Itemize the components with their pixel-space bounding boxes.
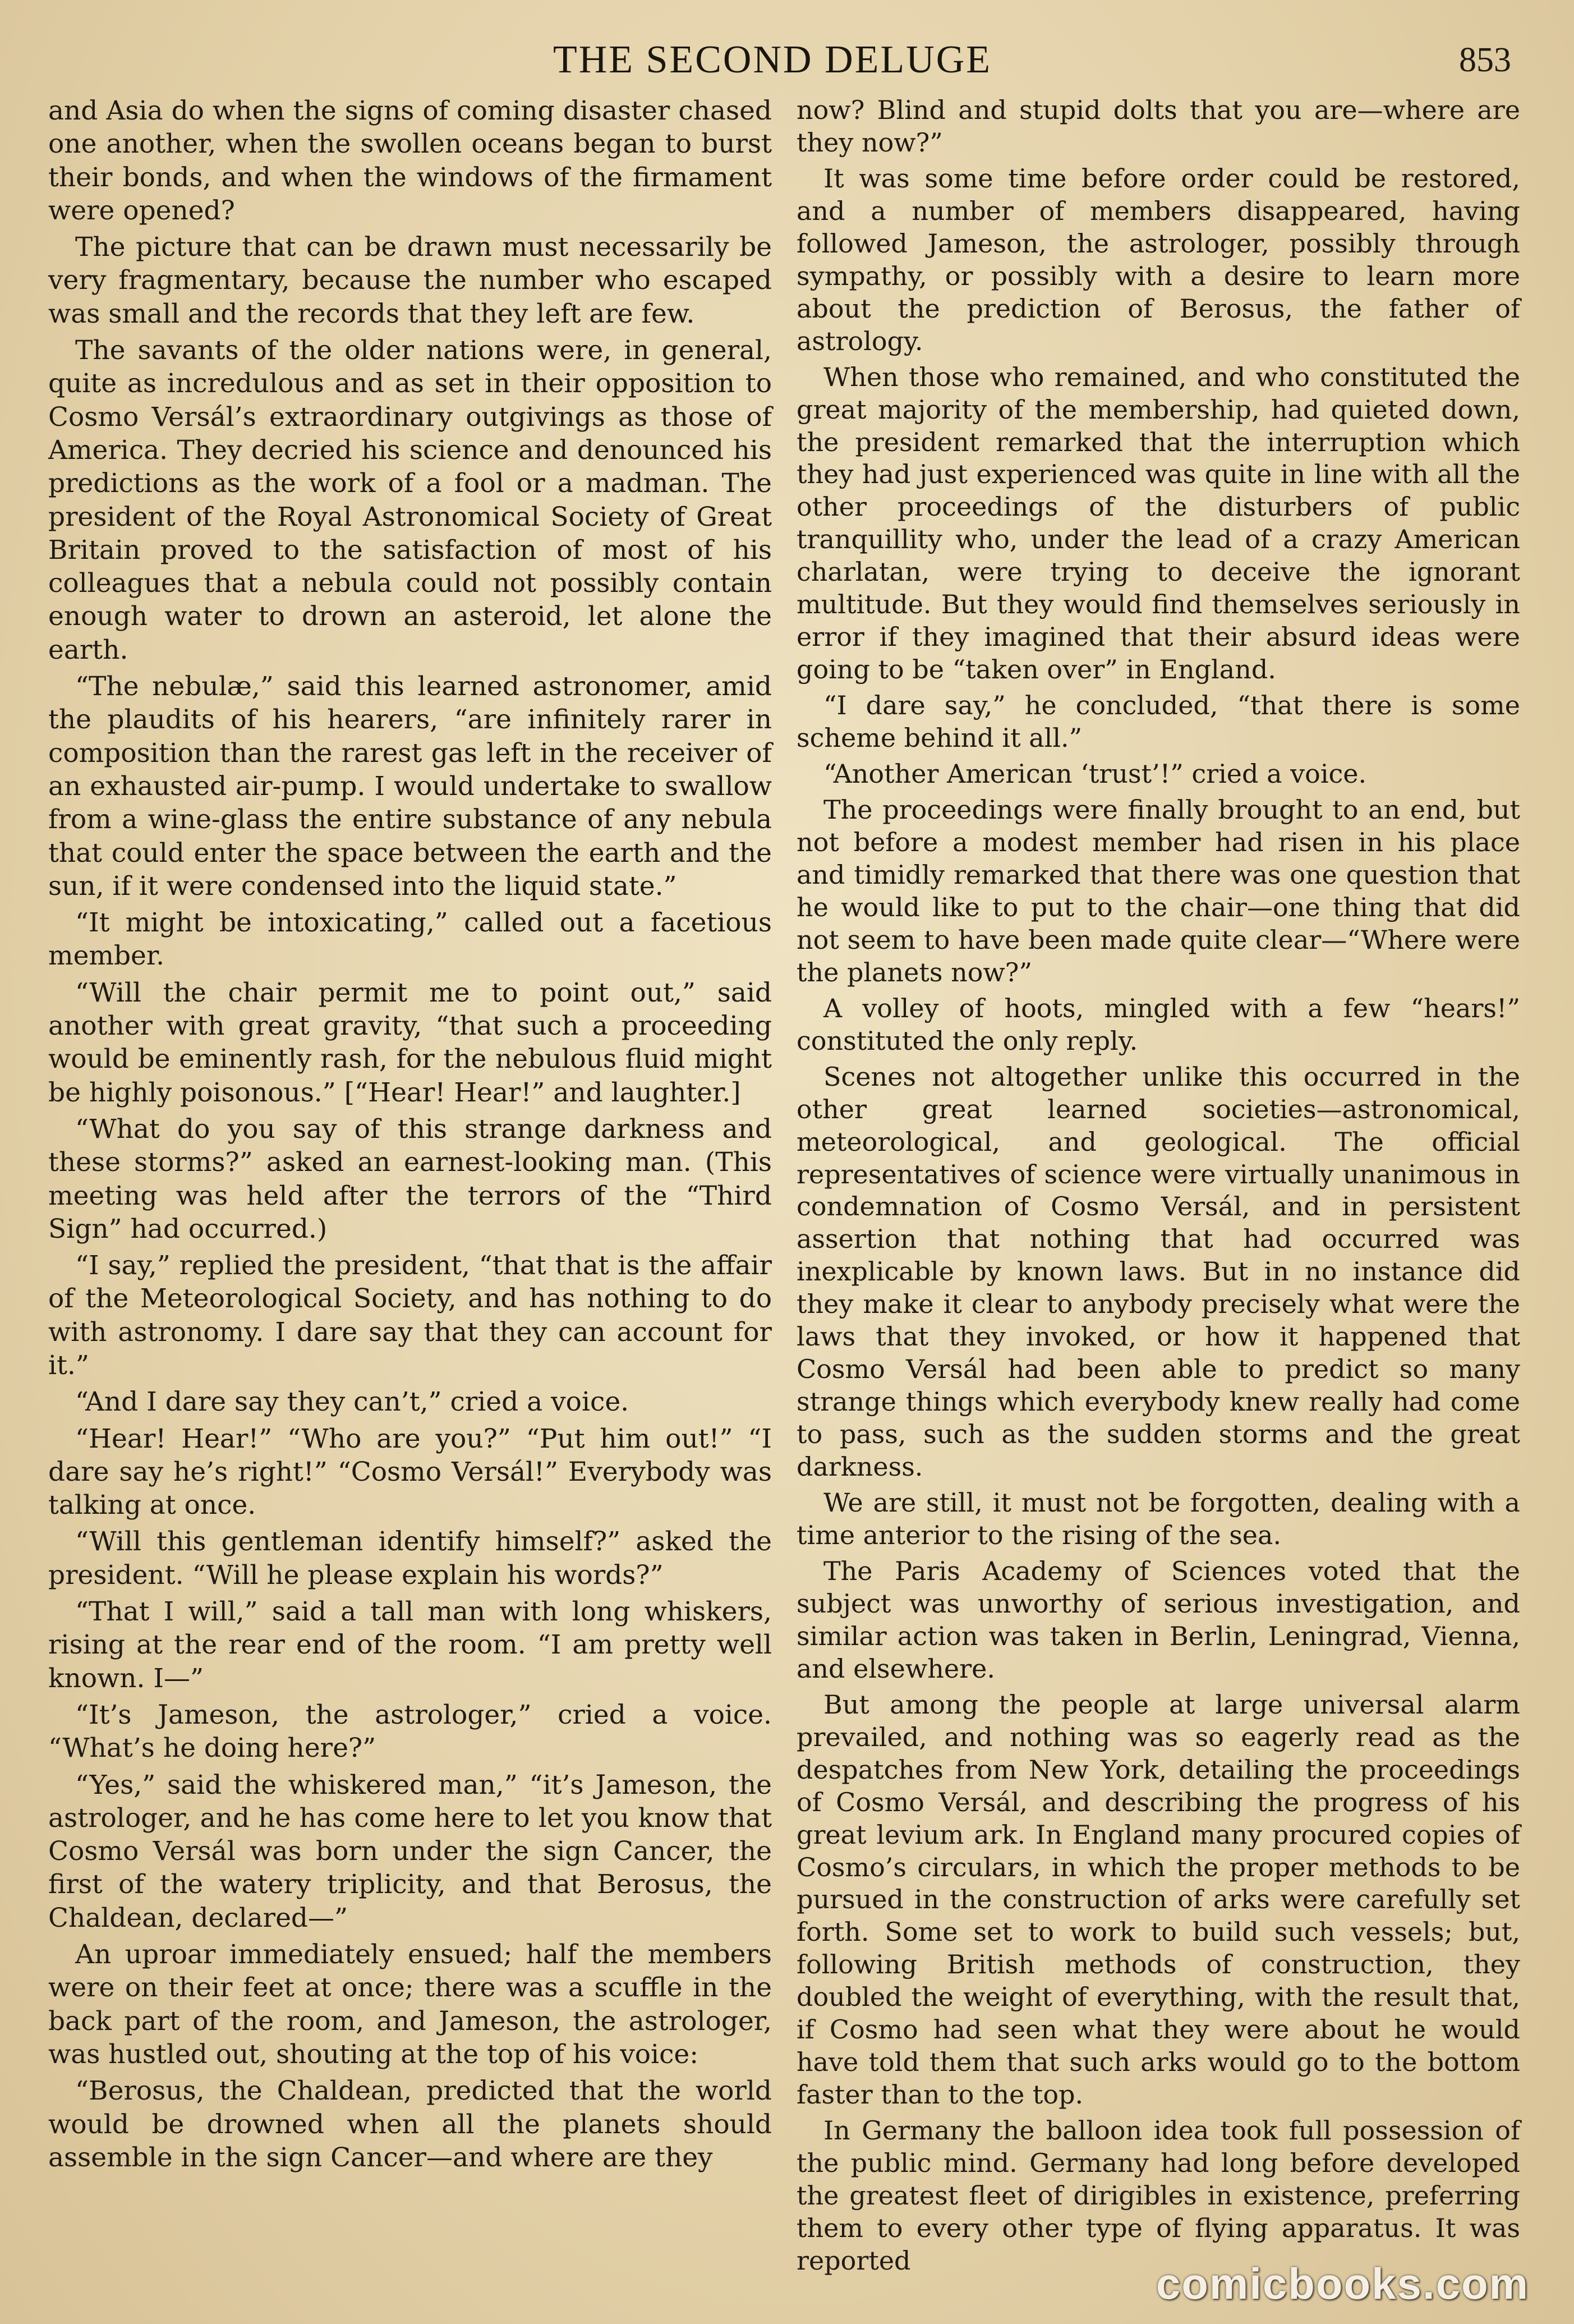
paragraph: The Paris Academy of Sciences voted that the subject was unworthy of serious investigation, and similar action was taken in Berlin, Leningrad, Vienna, and elsewhere. — [797, 1555, 1520, 1684]
paragraph: “What do you say of this strange darkness and these storms?” asked an earnest-looking man. (This meeting was held after the terrors of the “Third Sign” had occurred.) — [48, 1113, 772, 1244]
paragraph: We are still, it must not be forgotten, dealing with a time anterior to the rising of the sea. — [797, 1487, 1520, 1550]
paragraph: But among the people at large universal alarm prevailed, and nothing was so eagerly read as the despatches from New York, detailing the proceedings of Cosmo Versál, and describing the progress of his great levium ark. In England many procured copies of Cosmo’s circulars, in which the proper methods to be pursued in the construction of arks were carefully set forth. Some set to work to build such vessels; but, following British methods of construction, they doubled the weight of everything, with the result that, if Cosmo had seen what they were about he would have told them that such arks would go to the bottom faster than to the top. — [797, 1689, 1520, 2110]
paragraph: “I say,” replied the president, “that that is the affair of the Meteorological Society, and has nothing to do with astronomy. I dare say that they can account for it.” — [48, 1250, 772, 1381]
paragraph: An uproar immediately ensued; half the members were on their feet at once; there was a scuffle in the back part of the room, and Jameson, the astrologer, was hustled out, shouting at the top of his voice: — [48, 1939, 772, 2070]
paragraph: “It’s Jameson, the astrologer,” cried a voice. “What’s he doing here?” — [48, 1699, 772, 1764]
paragraph: Scenes not altogether unlike this occurred in the other great learned societies—astronomical, meteorological, and geological. The official representatives of science were virtually unanimous in condemnation of Cosmo Versál, and in persistent assertion that nothing that had occurred was inexplicable by known laws. But in no instance did they make it clear to anybody precisely what were the laws that they invoked, or how it happened that Cosmo Versál had been able to predict so many strange things which everybody knew really had come to pass, such as the sudden storms and the great darkness. — [797, 1061, 1520, 1482]
paragraph: “And I dare say they can’t,” cried a voice. — [75, 1386, 629, 1418]
paragraph: and Asia do when the signs of coming disaster chased one another, when the swollen oceans began to burst their bonds, and when the windows of the firmament were opened? — [48, 95, 772, 226]
paragraph: A volley of hoots, mingled with a few “hears!” constituted the only reply. — [797, 993, 1520, 1056]
page-number: 853 — [1459, 41, 1511, 79]
paragraph: In Germany the balloon idea took full possession of the public mind. Germany had long before developed the greatest fleet of dirigibles in existence, preferring them to every other type of flying apparatus. It was reported — [797, 2115, 1520, 2276]
paragraph: “Berosus, the Chaldean, predicted that the world would be drowned when all the planets should assemble in the sign Cancer—and where are they — [48, 2075, 772, 2173]
right-column — [797, 94, 1520, 2281]
paragraph: It was some time before order could be restored, and a number of members disappeared, having followed Jameson, the astrologer, possibly through sympathy, or possibly with a desire to learn more about the prediction of Berosus, the father of astrology. — [797, 163, 1520, 356]
page-title: THE SECOND DELUGE — [553, 38, 992, 81]
paragraph: The proceedings were finally brought to an end, but not before a modest member had risen in his place and timidly remarked that there was one question that he would like to put to the chair—one thing that did not seem to have been made quite clear—“Where were the planets now?” — [797, 794, 1520, 988]
paragraph: now? Blind and stupid dolts that you are—where are they now?” — [797, 95, 1520, 158]
left-column — [48, 94, 772, 2178]
paragraph: “Hear! Hear!” “Who are you?” “Put him out!” “I dare say he’s right!” “Cosmo Versál!” Everybody was talking at once. — [48, 1423, 772, 1521]
paragraph: “The nebulæ,” said this learned astronomer, amid the plaudits of his hearers, “are infinitely rarer in composition than the rarest gas left in the receiver of an exhausted air-pump. I would undertake to swallow from a wine-glass the entire substance of any nebula that could enter the space between the earth and the sun, if it were condensed into the liquid state.” — [48, 671, 772, 902]
site-watermark: comicbooks.com — [1156, 2259, 1529, 2308]
paragraph: “It might be intoxicating,” called out a facetious member. — [48, 907, 772, 972]
paragraph: “Another American ‘trust’!” cried a voice. — [823, 759, 1367, 789]
paragraph: “Will this gentleman identify himself?” asked the president. “Will he please explain his words?” — [48, 1526, 772, 1591]
paragraph: “I dare say,” he concluded, “that there is some scheme behind it all.” — [797, 690, 1520, 754]
paragraph: The picture that can be drawn must necessarily be very fragmentary, because the number who escaped was small and the records that they left are few. — [48, 232, 772, 329]
running-header — [34, 35, 1511, 85]
paragraph: The savants of the older nations were, in general, quite as incredulous and as set in their opposition to Cosmo Versál’s extraordinary outgivings as those of America. They decried his science and denounced his predictions as the work of a fool or a madman. The president of the Royal Astronomical Society of Great Britain proved to the satisfaction of most of his colleagues that a nebula could not possibly contain enough water to drown an asteroid, let alone the earth. — [48, 335, 772, 665]
paragraph: When those who remained, and who constituted the great majority of the membership, had quieted down, the president remarked that the interruption which they had just experienced was quite in line with all the other proceedings of the disturbers of public tranquillity who, under the lead of a crazy American charlatan, were trying to deceive the ignorant multitude. But they would find themselves seriously in error if they imagined that their absurd ideas were going to be “taken over” in England. — [797, 361, 1520, 685]
paragraph: “Yes,” said the whiskered man,” “it’s Jameson, the astrologer, and he has come here to let you know that Cosmo Versál was born under the sign Cancer, the first of the watery triplicity, and that Berosus, the Chaldean, declared—” — [48, 1769, 772, 1933]
paragraph: “Will the chair permit me to point out,” said another with great gravity, “that such a proceeding would be eminently rash, for the nebulous fluid might be highly poisonous.” [“Hear! Hear!” and laughter.] — [48, 977, 772, 1108]
paragraph: “That I will,” said a tall man with long whiskers, rising at the rear end of the room. “I am pretty well known. I—” — [48, 1596, 772, 1694]
